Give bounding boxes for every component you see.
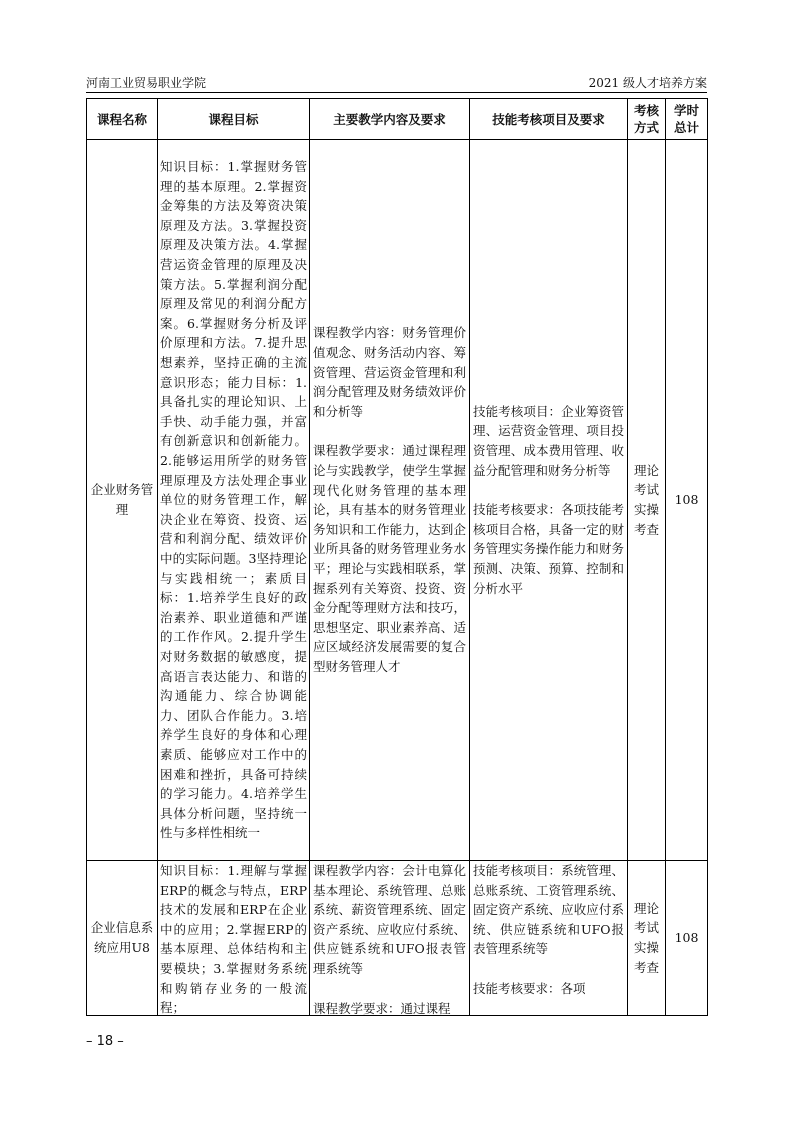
skill-cell [470,140,628,861]
content-requirements: 课程教学要求：通过课程理论与实践教学，使学生掌握现代化财务管理的基本理论，具有基本的财务管理业务知识和工作能力，达到企业所具备的财务管理业务水平；理论与实践相联系，掌握系列有关筹资、投资、资金分配等理财方法和技巧，思想坚定、职业素养高、适应区域经济发展需要的复合型财务管理人才 [313,443,466,674]
skill-items: 技能考核项目：企业筹资管理、运营资金管理、项目投资管理、成本费用管理、收益分配管理和财务分析等 [473,403,624,478]
table-row [87,140,708,861]
header-divider [86,92,707,93]
curriculum-table [86,98,708,1016]
plan-title: 2021 级人才培养方案 [588,76,707,90]
objective-cell: 知识目标：1.掌握财务管理的基本原理。2.掌握资金筹集的方法及筹资决策原理及方法。3.掌握投资原理及决策方法。4.掌握营运资金管理的原理及决策方法。5.掌握利润分配原理及常见的利润分配方案。6.掌握财务分析及评价原理和方法。7.提升思想素养，坚持正确的主流意识形态；能力目标：1.具备扎实的理论知识、上手快、动手能力强，并富有创新意识和创新能力。2.能够运用所学的财务管理原理及方法处理企事业单位的财务管理工作，解决企业在筹资、投资、运营和利润分配、绩效评价中的实际问题。3坚持理论与实践相统一；素质目标：1.培养学生良好的政治素养、职业道德和严谨的工作作风。2.提升学生对财务数据的敏感度，提高语言表达能力、和谐的沟通能力、综合协调能力、团队合作能力。3.培养学生良好的身体和心理素质、能够应对工作中的困难和挫折，具备可持续的学习能力。4.培养学生具体分析问题，坚持统一性与多样性相统一 [158,140,310,861]
content-cell [310,140,470,861]
hours-cell: 108 [666,140,708,861]
col-header-course-name: 课程名称 [87,99,158,140]
col-header-hours: 学时总计 [666,99,708,140]
course-name-cell: 企业财务管理 [87,140,158,861]
col-header-method: 考核方式 [628,99,666,140]
table-header-row [87,99,708,140]
content-items: 课程教学内容：财务管理价值观念、财务活动内容、筹资管理、营运资金管理和利润分配管理及财务绩效评价和分析等 [313,325,466,419]
table-row [87,861,708,1016]
course-name-cell: 企业信息系统应用U8 [87,861,158,1016]
col-header-objective: 课程目标 [158,99,310,140]
objective-text: 知识目标：1.理解与掌握ERP的概念与特点，ERP技术的发展和ERP在企业中的应用；2.掌握ERP的基本原理、总体结构和主要模块；3.掌握财务系统和购销存业务的一般流程； [160,863,307,1015]
content-requirements: 课程教学要求：通过课程 [313,1000,451,1015]
content-cell [310,861,470,1016]
institution-name: 河南工业贸易职业学院 [86,76,207,90]
skill-items: 技能考核项目：系统管理、总账系统、工资管理系统、固定资产系统、应收应付系统、供应链系统和UFO报表管理系统等 [473,863,624,957]
col-header-content: 主要教学内容及要求 [310,99,470,140]
skill-requirements: 技能考核要求：各项 [473,980,586,996]
page-header [86,72,707,90]
page-number: – 18 – [86,1034,124,1049]
skill-cell [470,861,628,1016]
col-header-skill: 技能考核项目及要求 [470,99,628,140]
skill-requirements: 技能考核要求：各项技能考核项目合格，具备一定的财务管理实务操作能力和财务预测、决策、预算、控制和分析水平 [473,502,624,596]
hours-cell: 108 [666,861,708,1016]
assessment-method-cell: 理论考试实操考查 [628,861,666,1016]
objective-cell [158,861,310,1016]
assessment-method-cell: 理论考试实操考查 [628,140,666,861]
content-items: 课程教学内容：会计电算化基本理论、系统管理、总账系统、薪资管理系统、固定资产系统、应收应付系统、供应链系统和UFO报表管理系统等 [313,863,466,976]
